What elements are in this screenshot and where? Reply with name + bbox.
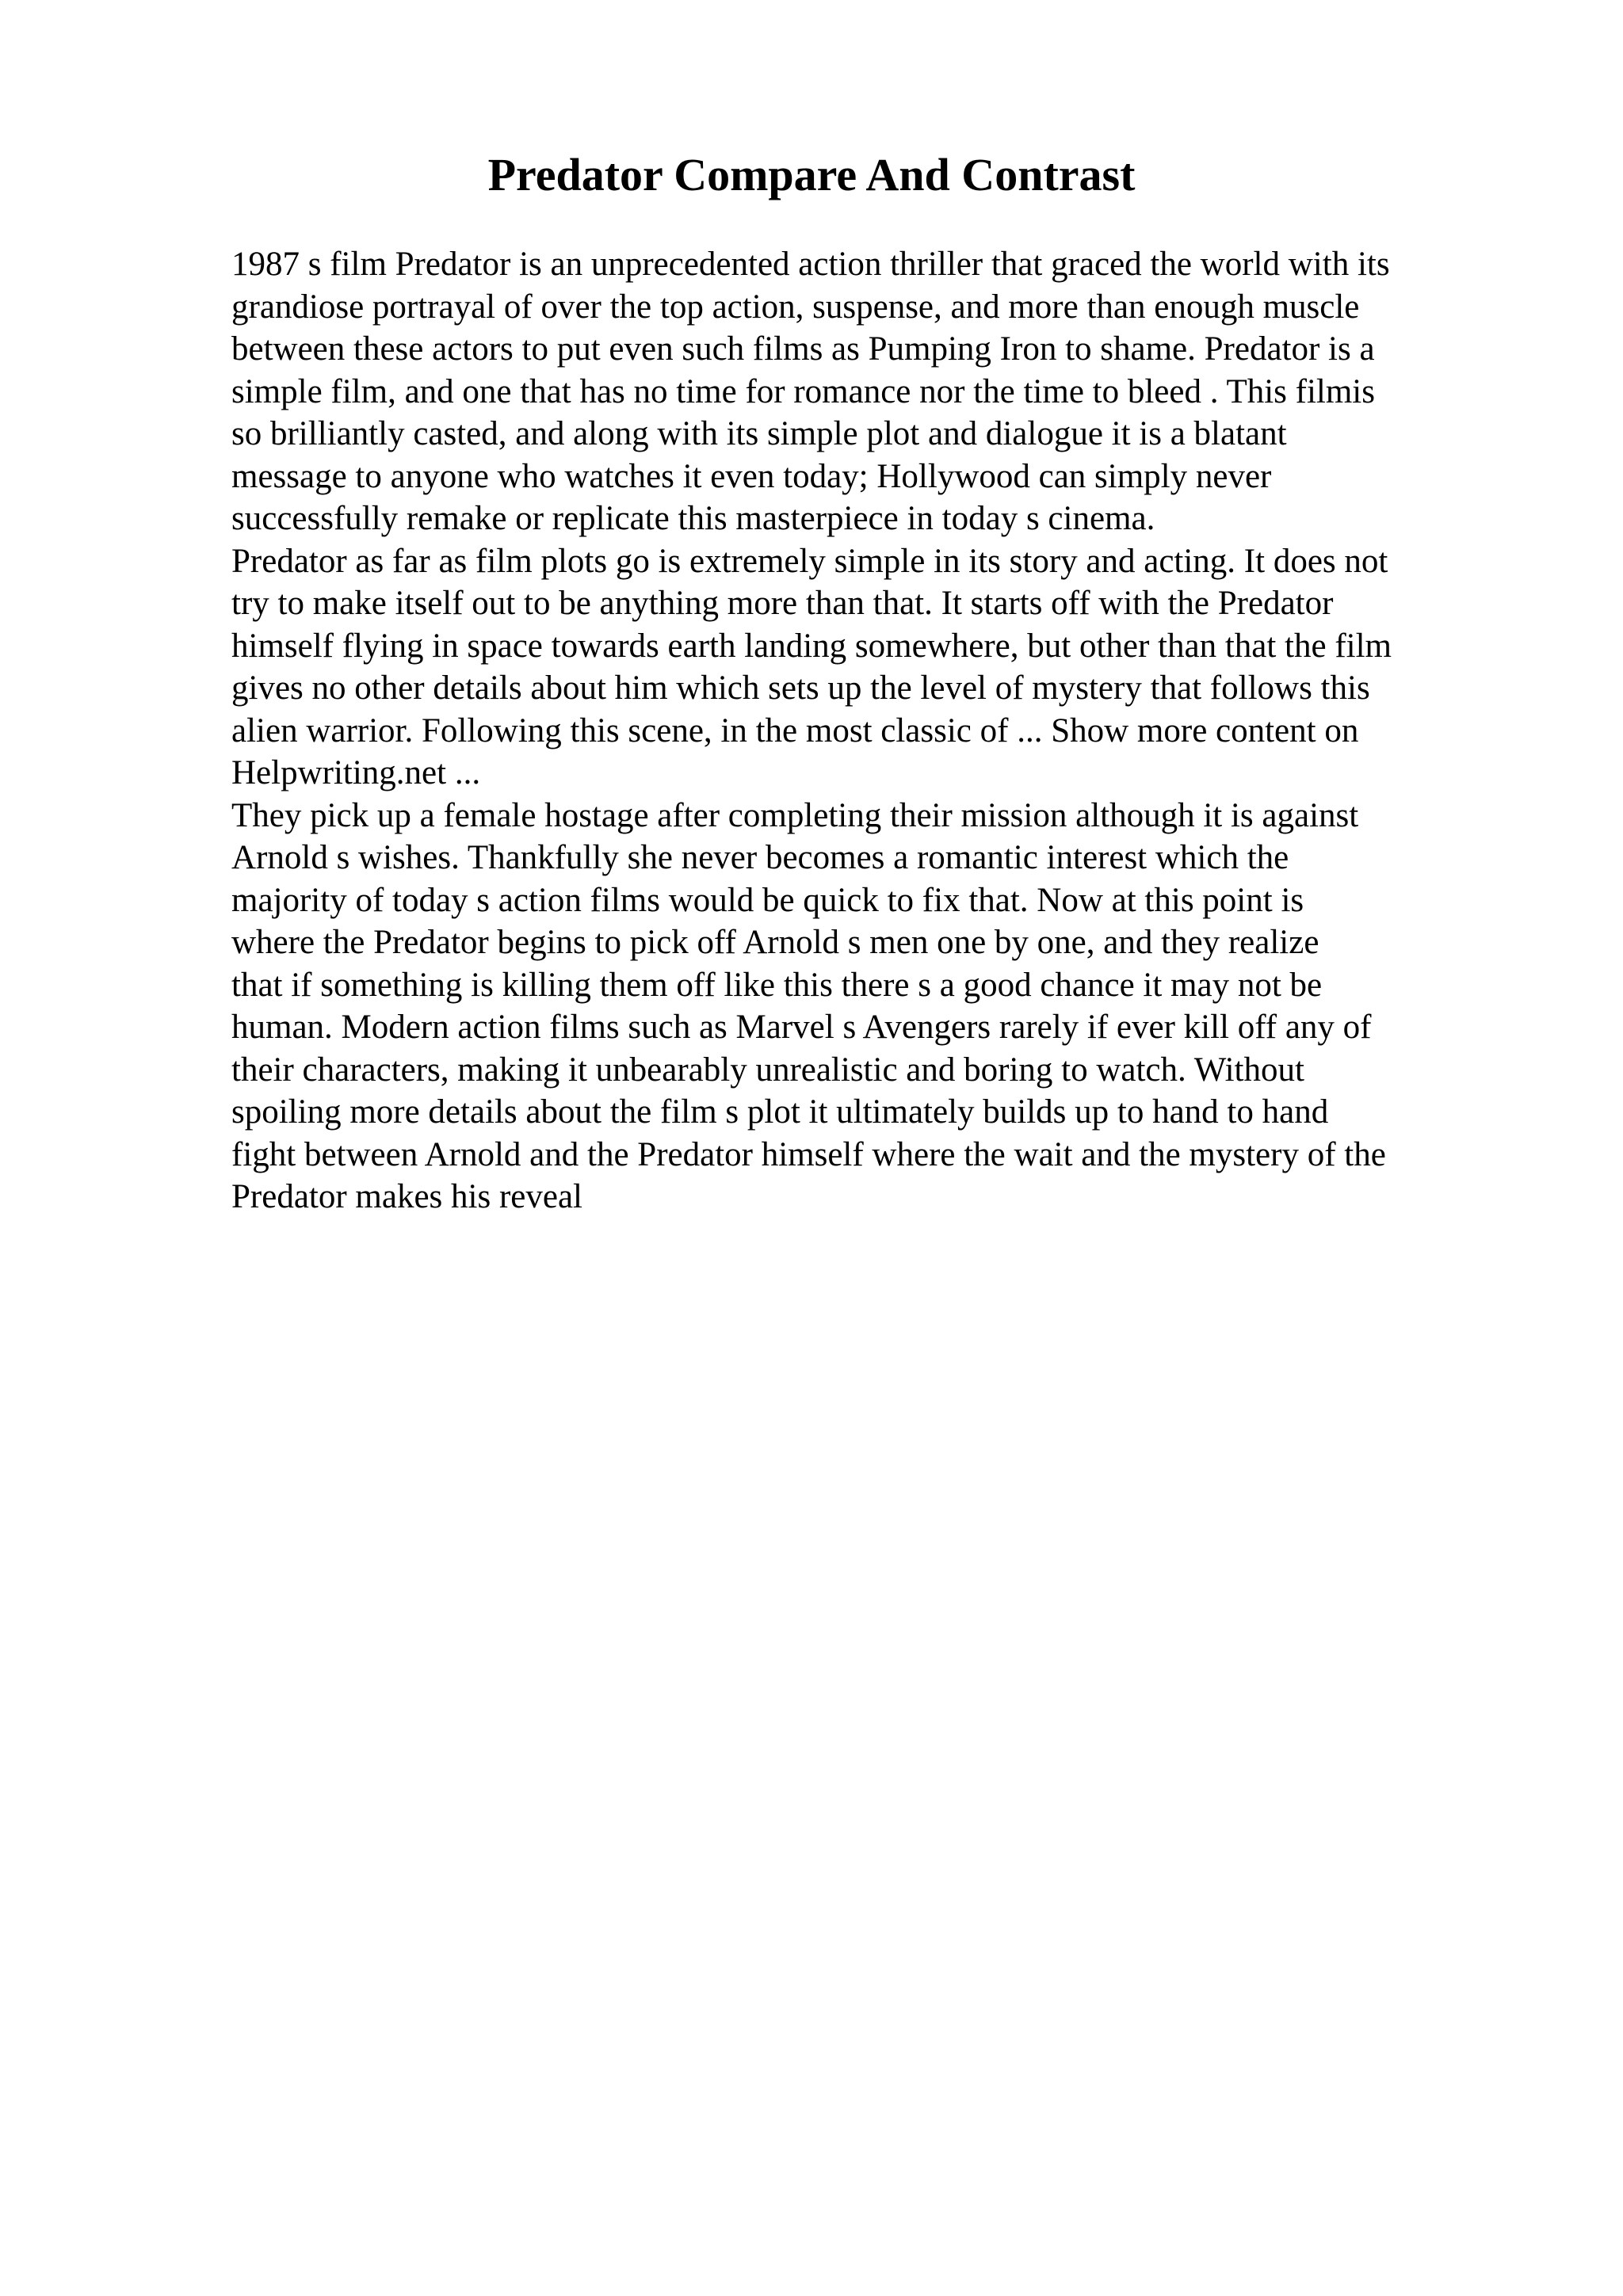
text-line: majority of today s action films would be quick to fix that. Now at this point is <box>231 881 1304 919</box>
text-line: Predator makes his reveal <box>231 1178 582 1215</box>
text-line: human. Modern action films such as Marvel s Avengers rarely if ever kill off any of <box>231 1009 1372 1046</box>
document-body <box>231 243 1499 1219</box>
text-line: grandiose portrayal of over the top action, suspense, and more than enough muscle <box>231 288 1360 326</box>
text-line: try to make itself out to be anything more than that. It starts off with the Predator <box>231 585 1334 622</box>
text-line: their characters, making it unbearably unrealistic and boring to watch. Without <box>231 1051 1304 1089</box>
text-line: himself flying in space towards earth landing somewhere, but other than that the film <box>231 627 1392 665</box>
text-line: They pick up a female hostage after completing their mission although it is against <box>231 796 1359 834</box>
text-line: spoiling more details about the film s plot it ultimately builds up to hand to hand <box>231 1093 1329 1131</box>
text-line: message to anyone who watches it even today; Hollywood can simply never <box>231 457 1272 495</box>
text-line: where the Predator begins to pick off Arnold s men one by one, and they realize <box>231 924 1319 961</box>
text-line: Helpwriting.net ... <box>231 754 481 791</box>
text-line: fight between Arnold and the Predator himself where the wait and the mystery of the <box>231 1135 1386 1173</box>
text-line: Predator as far as film plots go is extremely simple in its story and acting. It does not <box>231 542 1388 580</box>
text-line: between these actors to put even such films as Pumping Iron to shame. Predator is a <box>231 330 1375 368</box>
text-line: alien warrior. Following this scene, in the most classic of ... Show more content on <box>231 711 1359 749</box>
document-title: Predator Compare And Contrast <box>487 149 1136 200</box>
text-line: simple film, and one that has no time for romance nor the time to bleed . This filmis <box>231 372 1375 410</box>
text-line: 1987 s film Predator is an unprecedented action thriller that graced the world with its <box>231 246 1390 283</box>
text-line: gives no other details about him which sets up the level of mystery that follows this <box>231 669 1370 707</box>
text-line: successfully remake or replicate this masterpiece in today s cinema. <box>231 500 1155 537</box>
text-line: that if something is killing them off like this there s a good chance it may not be <box>231 966 1323 1004</box>
text-line: Arnold s wishes. Thankfully she never becomes a romantic interest which the <box>231 839 1289 876</box>
text-line: so brilliantly casted, and along with its simple plot and dialogue it is a blatant <box>231 415 1287 452</box>
